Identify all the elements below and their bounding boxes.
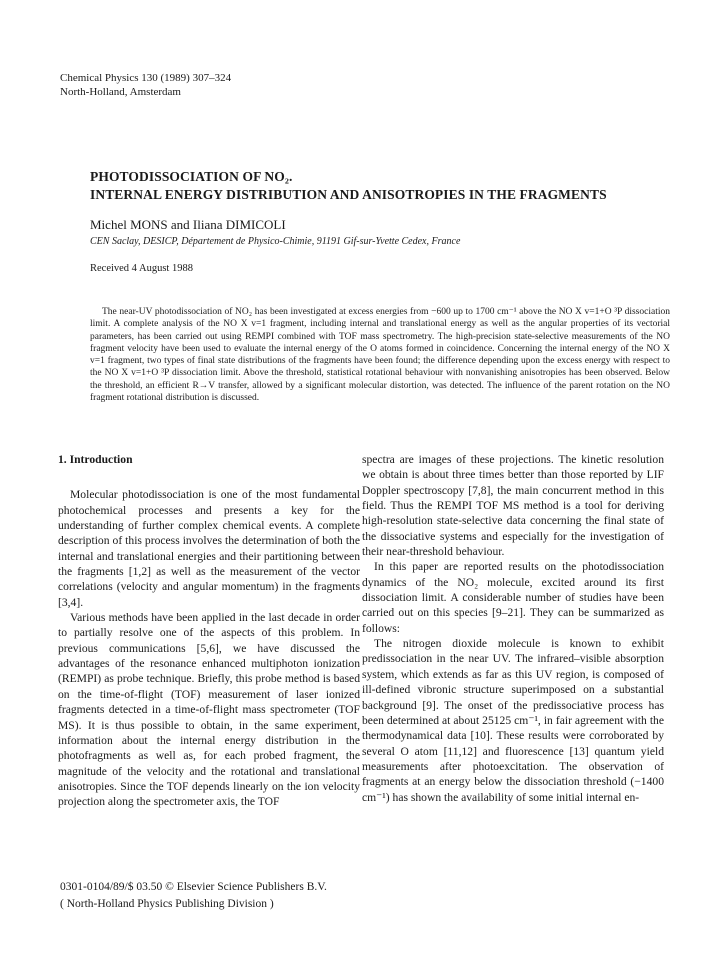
publisher-division: ( North-Holland Physics Publishing Division ) <box>60 898 274 910</box>
copyright-line: 0301-0104/89/$ 03.50 © Elsevier Science Publishers B.V. <box>60 881 327 893</box>
paragraph: Various methods have been applied in the last decade in order to partially resolve one of the aspects of this problem. In previous communications [5,6], we have discussed the advantages of the resonance enhanced multiphoton ionization (REMPI) as probe technique. Briefly, this probe method is based on the time-of-flight (TOF) measurement of laser ionized fragments detected in a time-of-flight mass spectrometer (TOF MS). It is thus possible to obtain, in the same experiment, information about the internal energy distribution in the photofragments as well as, for each probed fragment, the magnitude of the velocity and the rotational and translational anisotropies. Since the TOF depends linearly on the ion velocity projection along the spectrometer axis, the TOF <box>58 611 360 809</box>
copyright-footer <box>60 879 327 913</box>
authors: Michel MONS and Iliana DIMICOLI <box>90 217 286 232</box>
paragraph: Molecular photodissociation is one of the most fundamental photochemical processes and presents a key for the understanding of further complex chemical events. A complete description of this process involves the determination of both the internal and translational energies and their partitioning between the fragments [1,2] as well as the measurement of the vector correlations (velocity and angular momentum) in the fragments [3,4]. <box>58 488 360 609</box>
paper-title <box>90 168 607 204</box>
received-date: Received 4 August 1988 <box>90 263 193 274</box>
paragraph: The nitrogen dioxide molecule is known to exhibit predissociation in the near UV. The infrared–visible absorption system, which extends as far as this UV region, is composed of ill-defined vibronic structure superimposed on a substantial background [9]. The onset of the predissociative process has been determined at about 25125 cm⁻¹, in fair agreement with the thermodynamical data [10]. These results were corroborated by several O atom [11,12] and fluorescence [13] quantum yield measurements after photoexcitation. The observation of fragments at an energy below the dissociation threshold (−1400 cm⁻¹) has shown the availability of some initial internal en- <box>362 637 664 804</box>
journal-info <box>60 71 231 99</box>
publisher-location: North-Holland, Amsterdam <box>60 86 181 98</box>
title-line-2: INTERNAL ENERGY DISTRIBUTION AND ANISOTROPIES IN THE FRAGMENTS <box>90 187 607 202</box>
paragraph: spectra are images of these projections. The kinetic resolution we obtain is about three times better than those reported by LIF Doppler spectroscopy [7,8], the main concurrent method in this field. Thus the REMPI TOF MS method is a tool for deriving high-resolution state-selective data concerning the final state of the dissociative systems and especially for the investigation of their near-threshold behaviour. <box>362 453 664 559</box>
journal-citation: Chemical Physics 130 (1989) 307–324 <box>60 72 232 84</box>
paragraph: In this paper are reported results on the photodissociation dynamics of the NO₂ molecule, excited around its first dissociation limit. A considerable number of studies have been carried out on this species [9–21]. They can be summarized as follows: <box>362 560 664 635</box>
abstract: The near-UV photodissociation of NO₂ has been investigated at excess energies from −600 up to 1700 cm⁻¹ above the NO X v=1+O ³P dissociation limit. A complete analysis of the NO X v=1 fragment, including internal and translational energy as well as the angular properties of its vectorial parameters, has been carried out using REMPI combined with TOF mass spectrometry. The high-precision state-selective measurements of the NO fragment velocity have been used to evaluate the internal energy of the O atoms formed in coincidence. Concerning the internal energy of the NO X v=1 fragment, two types of final state distributions of the fragments have been found; the difference depending upon the excess energy with respect to the NO X v=1+O ³P dissociation limit. Above the threshold, statistical rotational behaviour with nonvanishing anisotropies has been observed. Below the threshold, an efficient R→V transfer, allowed by a significant molecular distortion, was detected. The influence of the parent rotation on the NO fragment rotational distribution is discussed. <box>90 307 670 404</box>
left-column <box>58 452 360 810</box>
right-column <box>362 452 664 805</box>
section-heading: 1. Introduction <box>58 453 133 466</box>
affiliation: CEN Saclay, DESICP, Département de Physico-Chimie, 91191 Gif-sur-Yvette Cedex, France <box>90 236 461 247</box>
title-line-1: PHOTODISSOCIATION OF NO₂. <box>90 169 293 184</box>
